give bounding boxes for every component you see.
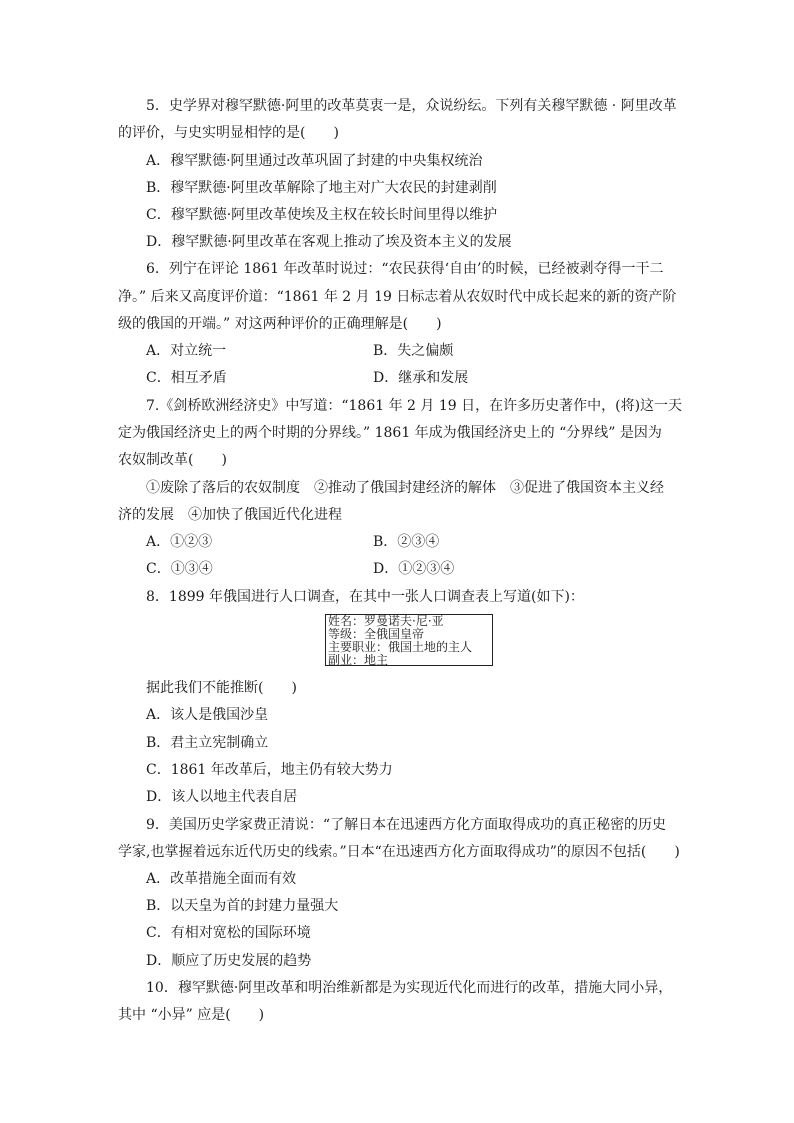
q6-option-d[interactable]: D．继承和发展 [373,370,469,386]
q7-option-d[interactable]: D．①②③④ [373,561,455,577]
census-side-job: 副业：地主 [328,653,389,667]
q5-option-a[interactable]: A．穆罕默德·阿里通过改革巩固了封建的中央集权统治 [146,153,483,169]
q7-option-a[interactable]: A．①②③ [146,534,213,550]
q5-option-b[interactable]: B．穆罕默德·阿里改革解除了地主对广大农民的封建剥削 [146,180,497,196]
census-occupation: 主要职业：俄国土地的主人 [328,640,473,654]
q8-option-b[interactable]: B．君主立宪制确立 [146,735,269,751]
q6-option-b[interactable]: B．失之偏颇 [373,343,454,359]
census-rank: 等级：全俄国皇帝 [328,627,425,641]
q6-option-c[interactable]: C．相互矛盾 [146,370,227,386]
q5-option-d[interactable]: D．穆罕默德·阿里改革在客观上推动了埃及资本主义的发展 [146,234,512,250]
q7-stem-line2: 定为俄国经济史上的两个时期的分界线。” 1861 年成为俄国经济史上的 “分界线” 是因为 [118,425,662,441]
q9-option-d[interactable]: D．顺应了历史发展的趋势 [146,953,312,969]
q9-option-a[interactable]: A．改革措施全面而有效 [146,871,297,887]
q8-stem-line2: 据此我们不能推断( ) [146,680,297,696]
q7-option-b[interactable]: B．②③④ [373,534,440,550]
q8-option-d[interactable]: D．该人以地主代表自居 [146,789,298,805]
q5-stem-line1: 5．史学界对穆罕默德·阿里的改革莫衷一是，众说纷纭。下列有关穆罕默德 · 阿里改革 [146,98,677,114]
q9-stem-line2: 学家,也掌握着远东近代历史的线索。”日本“在迅速西方化方面取得成功”的原因不包括( ) [118,844,680,860]
q8-option-a[interactable]: A．该人是俄国沙皇 [146,707,269,723]
q5-stem-line2: 的评价，与史实明显相悖的是( ) [118,125,339,141]
census-name: 姓名：罗曼诺夫·尼·亚 [328,614,444,628]
q8-option-c[interactable]: C．1861 年改革后，地主仍有较大势力 [146,762,393,778]
q6-option-a[interactable]: A．对立统一 [146,343,227,359]
q7-statements-line1: ①废除了落后的农奴制度 ②推动了俄国封建经济的解体 ③促进了俄国资本主义经 [146,480,664,496]
q9-option-b[interactable]: B．以天皇为首的封建力量强大 [146,898,339,914]
q7-statements-line2: 济的发展 ④加快了俄国近代化进程 [118,507,342,523]
q9-stem-line1: 9．美国历史学家费正清说：“了解日本在迅速西方化方面取得成功的真正秘密的历史 [146,817,667,833]
q7-option-c[interactable]: C．①③④ [146,561,213,577]
q7-stem-line1: 7.《剑桥欧洲经济史》中写道：“1861 年 2 月 19 日，在许多历史著作中，(将)这一天 [146,398,683,414]
q8-stem-line1: 8．1899 年俄国进行人口调查，在其中一张人口调查表上写道(如下)： [146,589,584,605]
q6-stem-line1: 6．列宁在评论 1861 年改革时说过：“农民获得‘自由’的时候，已经被剥夺得一干二 [146,261,664,277]
q9-option-c[interactable]: C．有相对宽松的国际环境 [146,925,311,941]
q7-stem-line3: 农奴制改革( ) [118,452,227,468]
q10-stem-line2: 其中 “小异” 应是( ) [118,1007,265,1023]
q10-stem-line1: 10．穆罕默德·阿里改革和明治维新都是为实现近代化而进行的改革，措施大同小异， [146,980,673,996]
q6-stem-line3: 级的俄国的开端。” 对这两种评价的正确理解是( ) [118,316,442,332]
q6-stem-line2: 净。” 后来又高度评价道：“1861 年 2 月 19 日标志着从农奴时代中成长起来的新的资产阶 [118,289,677,305]
census-record-box [325,614,493,666]
q5-option-c[interactable]: C．穆罕默德·阿里改革使埃及主权在较长时间里得以维护 [146,207,498,223]
